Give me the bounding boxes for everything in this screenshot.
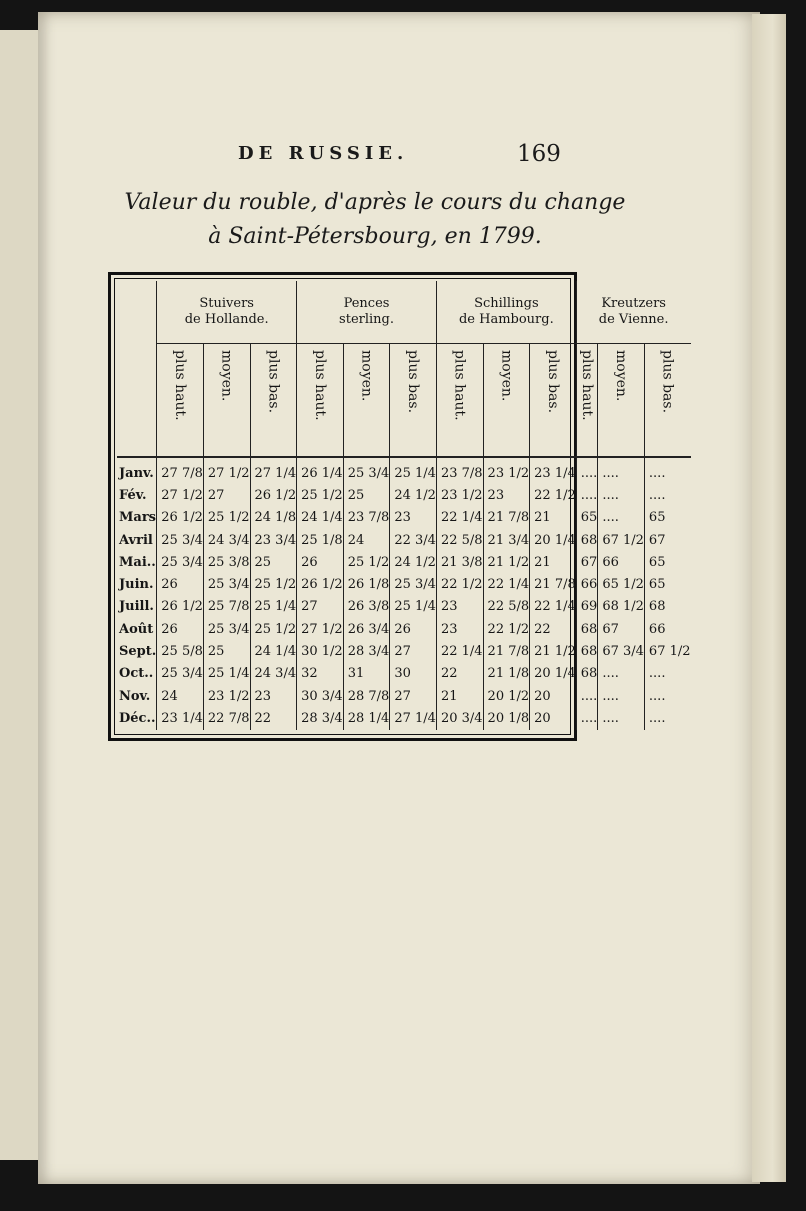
subheader-label: plus bas.	[265, 350, 282, 414]
rate-cell: 25	[203, 640, 250, 662]
rate-cell: 24 1/4	[250, 640, 297, 662]
rate-cell: 22 7/8	[203, 707, 250, 729]
rate-cell: 23 1/2	[483, 457, 530, 484]
rate-cell: ....	[644, 685, 690, 707]
rate-cell: 30 1/2	[297, 640, 344, 662]
subheader-row	[117, 344, 691, 458]
rate-cell: 23 1/2	[436, 484, 483, 506]
rate-cell: 26 1/2	[157, 596, 204, 618]
group-header-line: Pences	[343, 296, 390, 311]
rate-cell: 65 1/2	[598, 573, 645, 595]
rate-cell: 22 1/2	[483, 618, 530, 640]
rate-cell: 21 1/2	[483, 551, 530, 573]
rate-cell: 27	[297, 596, 344, 618]
group-header-holland	[157, 281, 297, 344]
table-row	[117, 507, 691, 529]
subheader-cell	[598, 344, 645, 458]
rate-cell: 65	[576, 507, 598, 529]
rate-cell: 27 1/4	[250, 457, 297, 484]
month-label: Nov.	[119, 688, 151, 704]
rate-cell: 20 1/4	[530, 529, 577, 551]
rate-cell: 22	[250, 707, 297, 729]
rate-cell: 25 7/8	[203, 596, 250, 618]
rate-cell: 22 5/8	[483, 596, 530, 618]
rate-cell: 24 3/4	[250, 663, 297, 685]
rate-cell: ....	[598, 457, 645, 484]
month-label: Oct..	[119, 666, 154, 682]
rate-cell: 23 7/8	[343, 507, 390, 529]
title-line-2: à Saint-Pétersbourg, en 1799.	[208, 224, 542, 249]
rate-cell: 22 1/4	[436, 507, 483, 529]
rate-cell: 68	[576, 618, 598, 640]
rate-cell: 24	[157, 685, 204, 707]
rate-cell: 25 5/8	[157, 640, 204, 662]
rate-cell: ....	[576, 457, 598, 484]
group-header-vienna	[576, 281, 690, 344]
subheader-label: moyen.	[358, 350, 375, 402]
rate-cell: ....	[598, 484, 645, 506]
rate-cell: 22 1/4	[483, 573, 530, 595]
rate-cell: 25	[343, 484, 390, 506]
rate-cell: 27 1/4	[390, 707, 437, 729]
table-row	[117, 618, 691, 640]
rate-cell: 23	[390, 507, 437, 529]
rate-cell: 28 3/4	[343, 640, 390, 662]
rate-cell: ....	[576, 484, 598, 506]
rate-cell: 22 1/2	[436, 573, 483, 595]
rate-cell: 68	[576, 640, 598, 662]
rate-cell: 27	[390, 685, 437, 707]
rate-cell: 26	[157, 618, 204, 640]
rate-cell: 68	[576, 529, 598, 551]
rate-cell: 26 1/4	[297, 457, 344, 484]
subheader-cell	[297, 344, 344, 458]
rate-cell: 68 1/2	[598, 596, 645, 618]
title-line-1: Valeur du rouble, d'après le cours du change	[124, 190, 626, 215]
rate-cell: 24 1/2	[390, 484, 437, 506]
rate-cell: 22	[530, 618, 577, 640]
subheader-cell	[483, 344, 530, 458]
table-row	[117, 551, 691, 573]
rate-cell: 23 1/2	[203, 685, 250, 707]
rate-cell: 25 1/2	[343, 551, 390, 573]
rate-cell: 23 3/4	[250, 529, 297, 551]
table-body	[117, 457, 691, 730]
group-header-line: Kreutzers	[601, 296, 666, 311]
rate-cell: 21	[530, 551, 577, 573]
rate-cell: 26 3/8	[343, 596, 390, 618]
subheader-cell	[436, 344, 483, 458]
month-label: Fév.	[119, 487, 147, 503]
rate-cell: 69	[576, 596, 598, 618]
rate-cell: 21	[436, 685, 483, 707]
month-label: Août	[119, 621, 154, 637]
table-row	[117, 573, 691, 595]
rate-cell: 25 3/4	[157, 551, 204, 573]
rate-cell: 25 3/8	[203, 551, 250, 573]
table-row	[117, 707, 691, 729]
rate-cell: 28 7/8	[343, 685, 390, 707]
month-label: Juin.	[119, 577, 154, 593]
rate-cell: ....	[598, 507, 645, 529]
subheader-cell	[203, 344, 250, 458]
rate-cell: ....	[644, 663, 690, 685]
group-header-line: de Vienne.	[598, 312, 669, 327]
rate-cell: ....	[598, 663, 645, 685]
rate-cell: 27 1/2	[203, 457, 250, 484]
rate-cell: 28 3/4	[297, 707, 344, 729]
rate-cell: 26 1/2	[157, 507, 204, 529]
rate-cell: 25 3/4	[203, 573, 250, 595]
month-label: Janv.	[119, 465, 154, 481]
rate-cell: 26	[297, 551, 344, 573]
group-header-line: sterling.	[339, 312, 394, 327]
subheader-label: plus haut.	[451, 350, 468, 421]
rate-cell: 28 1/4	[343, 707, 390, 729]
rate-cell: 23	[436, 596, 483, 618]
rate-cell: ....	[598, 707, 645, 729]
rate-cell: 20	[530, 685, 577, 707]
rate-cell: 23 7/8	[436, 457, 483, 484]
rate-cell: 22 5/8	[436, 529, 483, 551]
subheader-label: plus bas.	[659, 350, 676, 414]
rate-cell: 23 1/4	[530, 457, 577, 484]
rate-cell: 25 1/8	[297, 529, 344, 551]
group-header-line: de Hambourg.	[458, 312, 554, 327]
rate-cell: 24 1/8	[250, 507, 297, 529]
month-label: Mai..	[119, 554, 156, 570]
month-label: Juill.	[119, 599, 154, 615]
subheader-label: plus haut.	[579, 350, 596, 421]
rate-cell: 67 1/2	[644, 640, 690, 662]
rate-cell: 67 3/4	[598, 640, 645, 662]
rate-cell: 67	[576, 551, 598, 573]
subheader-cell	[343, 344, 390, 458]
rate-cell: 25 3/4	[157, 529, 204, 551]
subheader-label: plus bas.	[405, 350, 422, 414]
rate-cell: 24	[343, 529, 390, 551]
rate-cell: 21 7/8	[483, 507, 530, 529]
rate-cell: 65	[644, 507, 690, 529]
group-header-hamburg	[436, 281, 576, 344]
rate-cell: 27	[390, 640, 437, 662]
rate-cell: ....	[576, 685, 598, 707]
subheader-cell	[157, 344, 204, 458]
running-head: DE RUSSIE.	[238, 143, 409, 164]
rate-cell: 25 3/4	[343, 457, 390, 484]
rate-cell: 24 3/4	[203, 529, 250, 551]
table-row	[117, 529, 691, 551]
rate-cell: 20 1/4	[530, 663, 577, 685]
rate-cell: 23 1/4	[157, 707, 204, 729]
table-row	[117, 457, 691, 484]
month-label: Mars	[119, 510, 156, 526]
group-header-line: de Hollande.	[184, 312, 269, 327]
rate-cell: 68	[644, 596, 690, 618]
rate-cell: 25 3/4	[203, 618, 250, 640]
subheader-label: moyen.	[218, 350, 235, 402]
rate-cell: ....	[644, 707, 690, 729]
rate-cell: 25 3/4	[390, 573, 437, 595]
rate-cell: ....	[598, 685, 645, 707]
group-header-line: Stuivers	[199, 296, 254, 311]
subheader-cell	[250, 344, 297, 458]
rate-cell: 67	[598, 618, 645, 640]
rate-cell: 68	[576, 663, 598, 685]
subheader-label: plus haut.	[311, 350, 328, 421]
rate-cell: 23	[483, 484, 530, 506]
rate-cell: 27 7/8	[157, 457, 204, 484]
subheader-label: moyen.	[613, 350, 630, 402]
rate-cell: 21 7/8	[530, 573, 577, 595]
rate-cell: 22 3/4	[390, 529, 437, 551]
table-row	[117, 596, 691, 618]
rate-cell: 27 1/2	[297, 618, 344, 640]
rate-cell: ....	[576, 707, 598, 729]
rate-cell: 27	[203, 484, 250, 506]
exchange-rate-table	[117, 281, 691, 730]
rate-cell: 25 1/2	[203, 507, 250, 529]
rate-cell: 25 1/4	[390, 457, 437, 484]
rate-cell: 24 1/4	[297, 507, 344, 529]
rate-cell: 26 3/4	[343, 618, 390, 640]
rate-cell: 65	[644, 551, 690, 573]
month-label: Sept.	[119, 644, 157, 660]
rate-cell: 21 1/8	[483, 663, 530, 685]
exchange-rate-table-frame	[108, 272, 691, 741]
rate-cell: 22 1/2	[530, 484, 577, 506]
rate-cell: ....	[644, 457, 690, 484]
rate-cell: 21	[530, 507, 577, 529]
page-deckle-edge	[752, 14, 786, 1182]
rate-cell: 20 1/2	[483, 685, 530, 707]
rate-cell: 21 1/2	[530, 640, 577, 662]
rate-cell: 26	[157, 573, 204, 595]
subheader-cell	[530, 344, 577, 458]
rate-cell: 67 1/2	[598, 529, 645, 551]
rate-cell: 65	[644, 573, 690, 595]
table-row	[117, 640, 691, 662]
rate-cell: 25 3/4	[157, 663, 204, 685]
rate-cell: 23	[250, 685, 297, 707]
rate-cell: 26 1/2	[250, 484, 297, 506]
rate-cell: 25 1/2	[250, 618, 297, 640]
subheader-label: plus haut.	[172, 350, 189, 421]
rate-cell: 26 1/2	[297, 573, 344, 595]
subheader-label: plus bas.	[544, 350, 561, 414]
rate-cell: ....	[644, 484, 690, 506]
month-label: Déc..	[119, 710, 156, 726]
rate-cell: 26	[390, 618, 437, 640]
rate-cell: 21 7/8	[483, 640, 530, 662]
table-row	[117, 484, 691, 506]
subheader-cell	[576, 344, 598, 458]
rate-cell: 30 3/4	[297, 685, 344, 707]
rate-cell: 20 3/4	[436, 707, 483, 729]
rate-cell: 21 3/8	[436, 551, 483, 573]
rate-cell: 25 1/4	[390, 596, 437, 618]
subheader-cell	[644, 344, 690, 458]
table-title	[100, 186, 650, 254]
rate-cell: 25	[250, 551, 297, 573]
rate-cell: 21 3/4	[483, 529, 530, 551]
group-header-sterling	[297, 281, 437, 344]
rate-cell: 32	[297, 663, 344, 685]
rate-cell: 22 1/4	[436, 640, 483, 662]
rate-cell: 66	[576, 573, 598, 595]
rate-cell: 20	[530, 707, 577, 729]
rate-cell: 26 1/8	[343, 573, 390, 595]
rate-cell: 25 1/2	[250, 573, 297, 595]
rate-cell: 24 1/2	[390, 551, 437, 573]
group-header-line: Schillings	[474, 296, 539, 311]
rate-cell: 30	[390, 663, 437, 685]
subheader-label: moyen.	[498, 350, 515, 402]
rate-cell: 25 1/4	[250, 596, 297, 618]
rate-cell: 25 1/4	[203, 663, 250, 685]
rate-cell: 27 1/2	[157, 484, 204, 506]
corner-cell	[117, 281, 157, 457]
rate-cell: 66	[644, 618, 690, 640]
table-row	[117, 663, 691, 685]
rate-cell: 25 1/2	[297, 484, 344, 506]
rate-cell: 22	[436, 663, 483, 685]
rate-cell: 67	[644, 529, 690, 551]
rate-cell: 22 1/4	[530, 596, 577, 618]
rate-cell: 23	[436, 618, 483, 640]
month-label: Avril	[119, 532, 153, 548]
page-number: 169	[517, 141, 561, 167]
table-row	[117, 685, 691, 707]
rate-cell: 20 1/8	[483, 707, 530, 729]
rate-cell: 66	[598, 551, 645, 573]
rate-cell: 31	[343, 663, 390, 685]
subheader-cell	[390, 344, 437, 458]
